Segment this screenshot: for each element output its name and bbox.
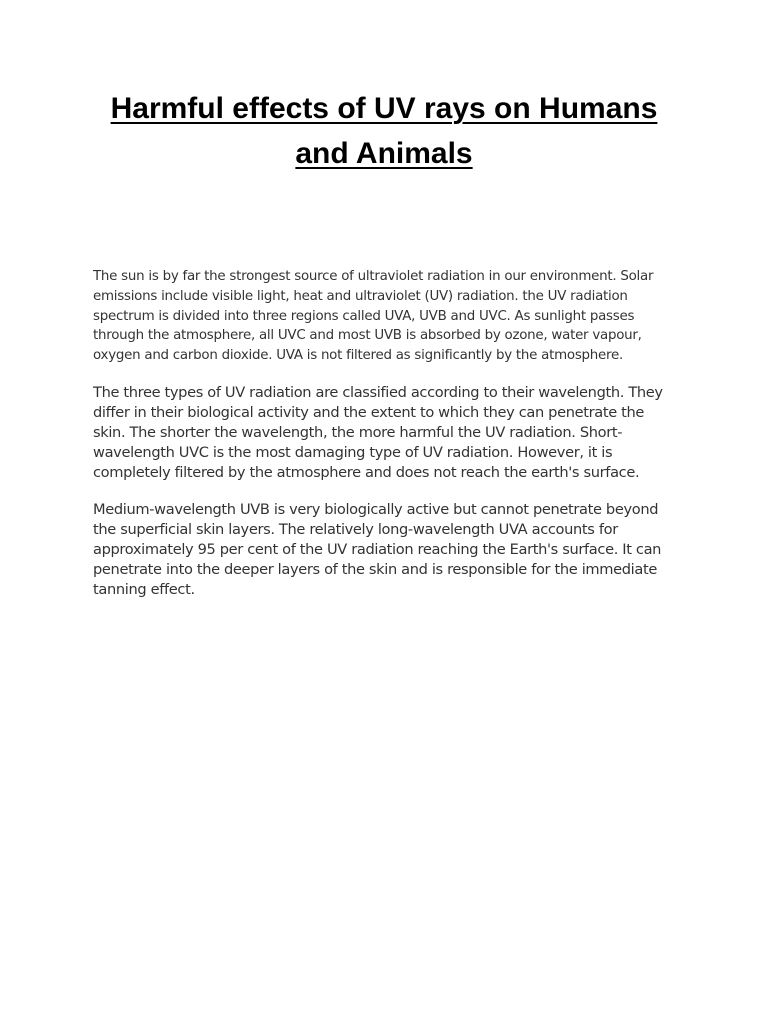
paragraph-uvb-uva: Medium-wavelength UVB is very biologically active but cannot penetrate beyond the superficial skin layers. The relatively long-wavelength UVA accounts for approximately 95 per cent of the UV radiation reaching the Earth's surface. It can penetrate into the deeper layers of the skin and is responsible for the immediate tanning effect. [93, 501, 662, 598]
document-title: Harmful effects of UV rays on Humans and Animals [110, 92, 658, 170]
paragraph-uv-types: The three types of UV radiation are classified according to their wavelength. They differ in their biological activity and the extent to which they can penetrate the skin. The shorter the wavelength, the more harmful the UV radiation. Short-wavelength UVC is the most damaging type of UV radiation. However, it is completely filtered by the atmosphere and does not reach the earth's surface. [93, 384, 663, 481]
paragraph-uv-sources: The sun is by far the strongest source of ultraviolet radiation in our environment. Solar emissions include visible light, heat and ultraviolet (UV) radiation. the UV radiation spectrum is divided into three regions called UVA, UVB and UVC. As sunlight passes through the atmosphere, all UVC and most UVB is absorbed by ozone, water vapour, oxygen and carbon dioxide. UVA is not filtered as significantly by the atmosphere. [93, 269, 654, 364]
